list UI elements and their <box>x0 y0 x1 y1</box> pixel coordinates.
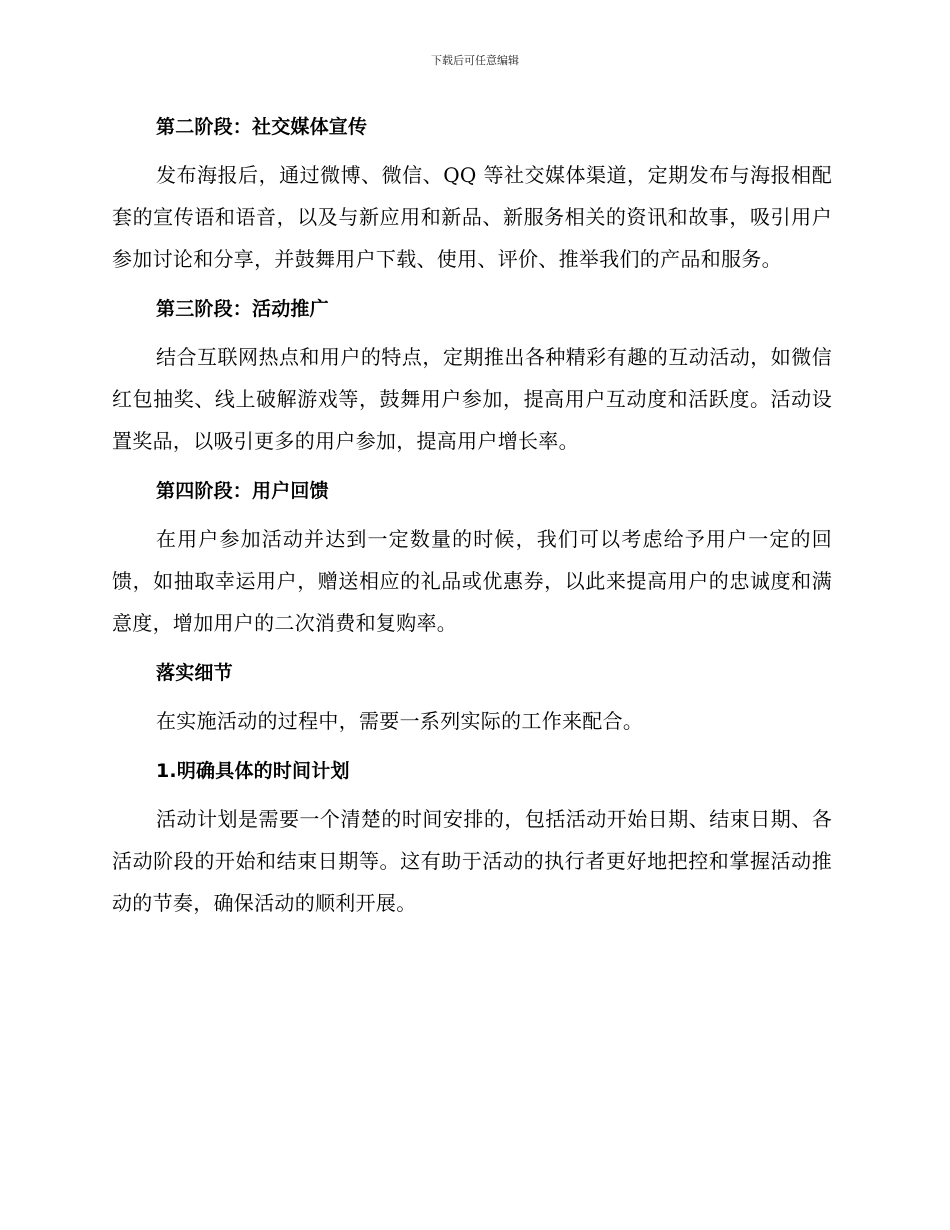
section-heading-stage3: 第三阶段：活动推广 <box>156 298 329 320</box>
section-heading-stage4: 第四阶段：用户回馈 <box>156 480 329 502</box>
section-heading-timeline: 1.明确具体的时间计划 <box>156 760 350 782</box>
section-body-stage4: 在用户参加活动并达到一定数量的时候，我们可以考虑给予用户一定的回馈，如抽取幸运用户，赠送相应的礼品或优惠券，以此来提高用户的忠诚度和满意度，增加用户的二次消费和复购率。 <box>112 527 832 635</box>
section-body-timeline: 活动计划是需要一个清楚的时间安排的，包括活动开始日期、结束日期、各活动阶段的开始和结束日期等。这有助于活动的执行者更好地把控和掌握活动推动的节奏，确保活动的顺利开展。 <box>112 807 832 915</box>
document-body <box>112 108 832 924</box>
page-header: 下载后可任意编辑 <box>431 54 519 67</box>
section-heading-stage2: 第二阶段：社交媒体宣传 <box>156 116 368 138</box>
section-body-stage2: 发布海报后，通过微博、微信、QQ 等社交媒体渠道，定期发布与海报相配套的宣传语和语音，以及与新应用和新品、新服务相关的资讯和故事，吸引用户参加讨论和分享，并鼓舞用户下载、使用、评价、推举我们的产品和服务。 <box>112 163 832 271</box>
section-body-stage3: 结合互联网热点和用户的特点，定期推出各种精彩有趣的互动活动，如微信红包抽奖、线上破解游戏等，鼓舞用户参加，提高用户互动度和活跃度。活动设置奖品，以吸引更多的用户参加，提高用户增长率。 <box>112 345 832 453</box>
section-heading-details: 落实细节 <box>156 662 233 684</box>
section-body-details: 在实施活动的过程中，需要一系列实际的工作来配合。 <box>156 709 644 733</box>
